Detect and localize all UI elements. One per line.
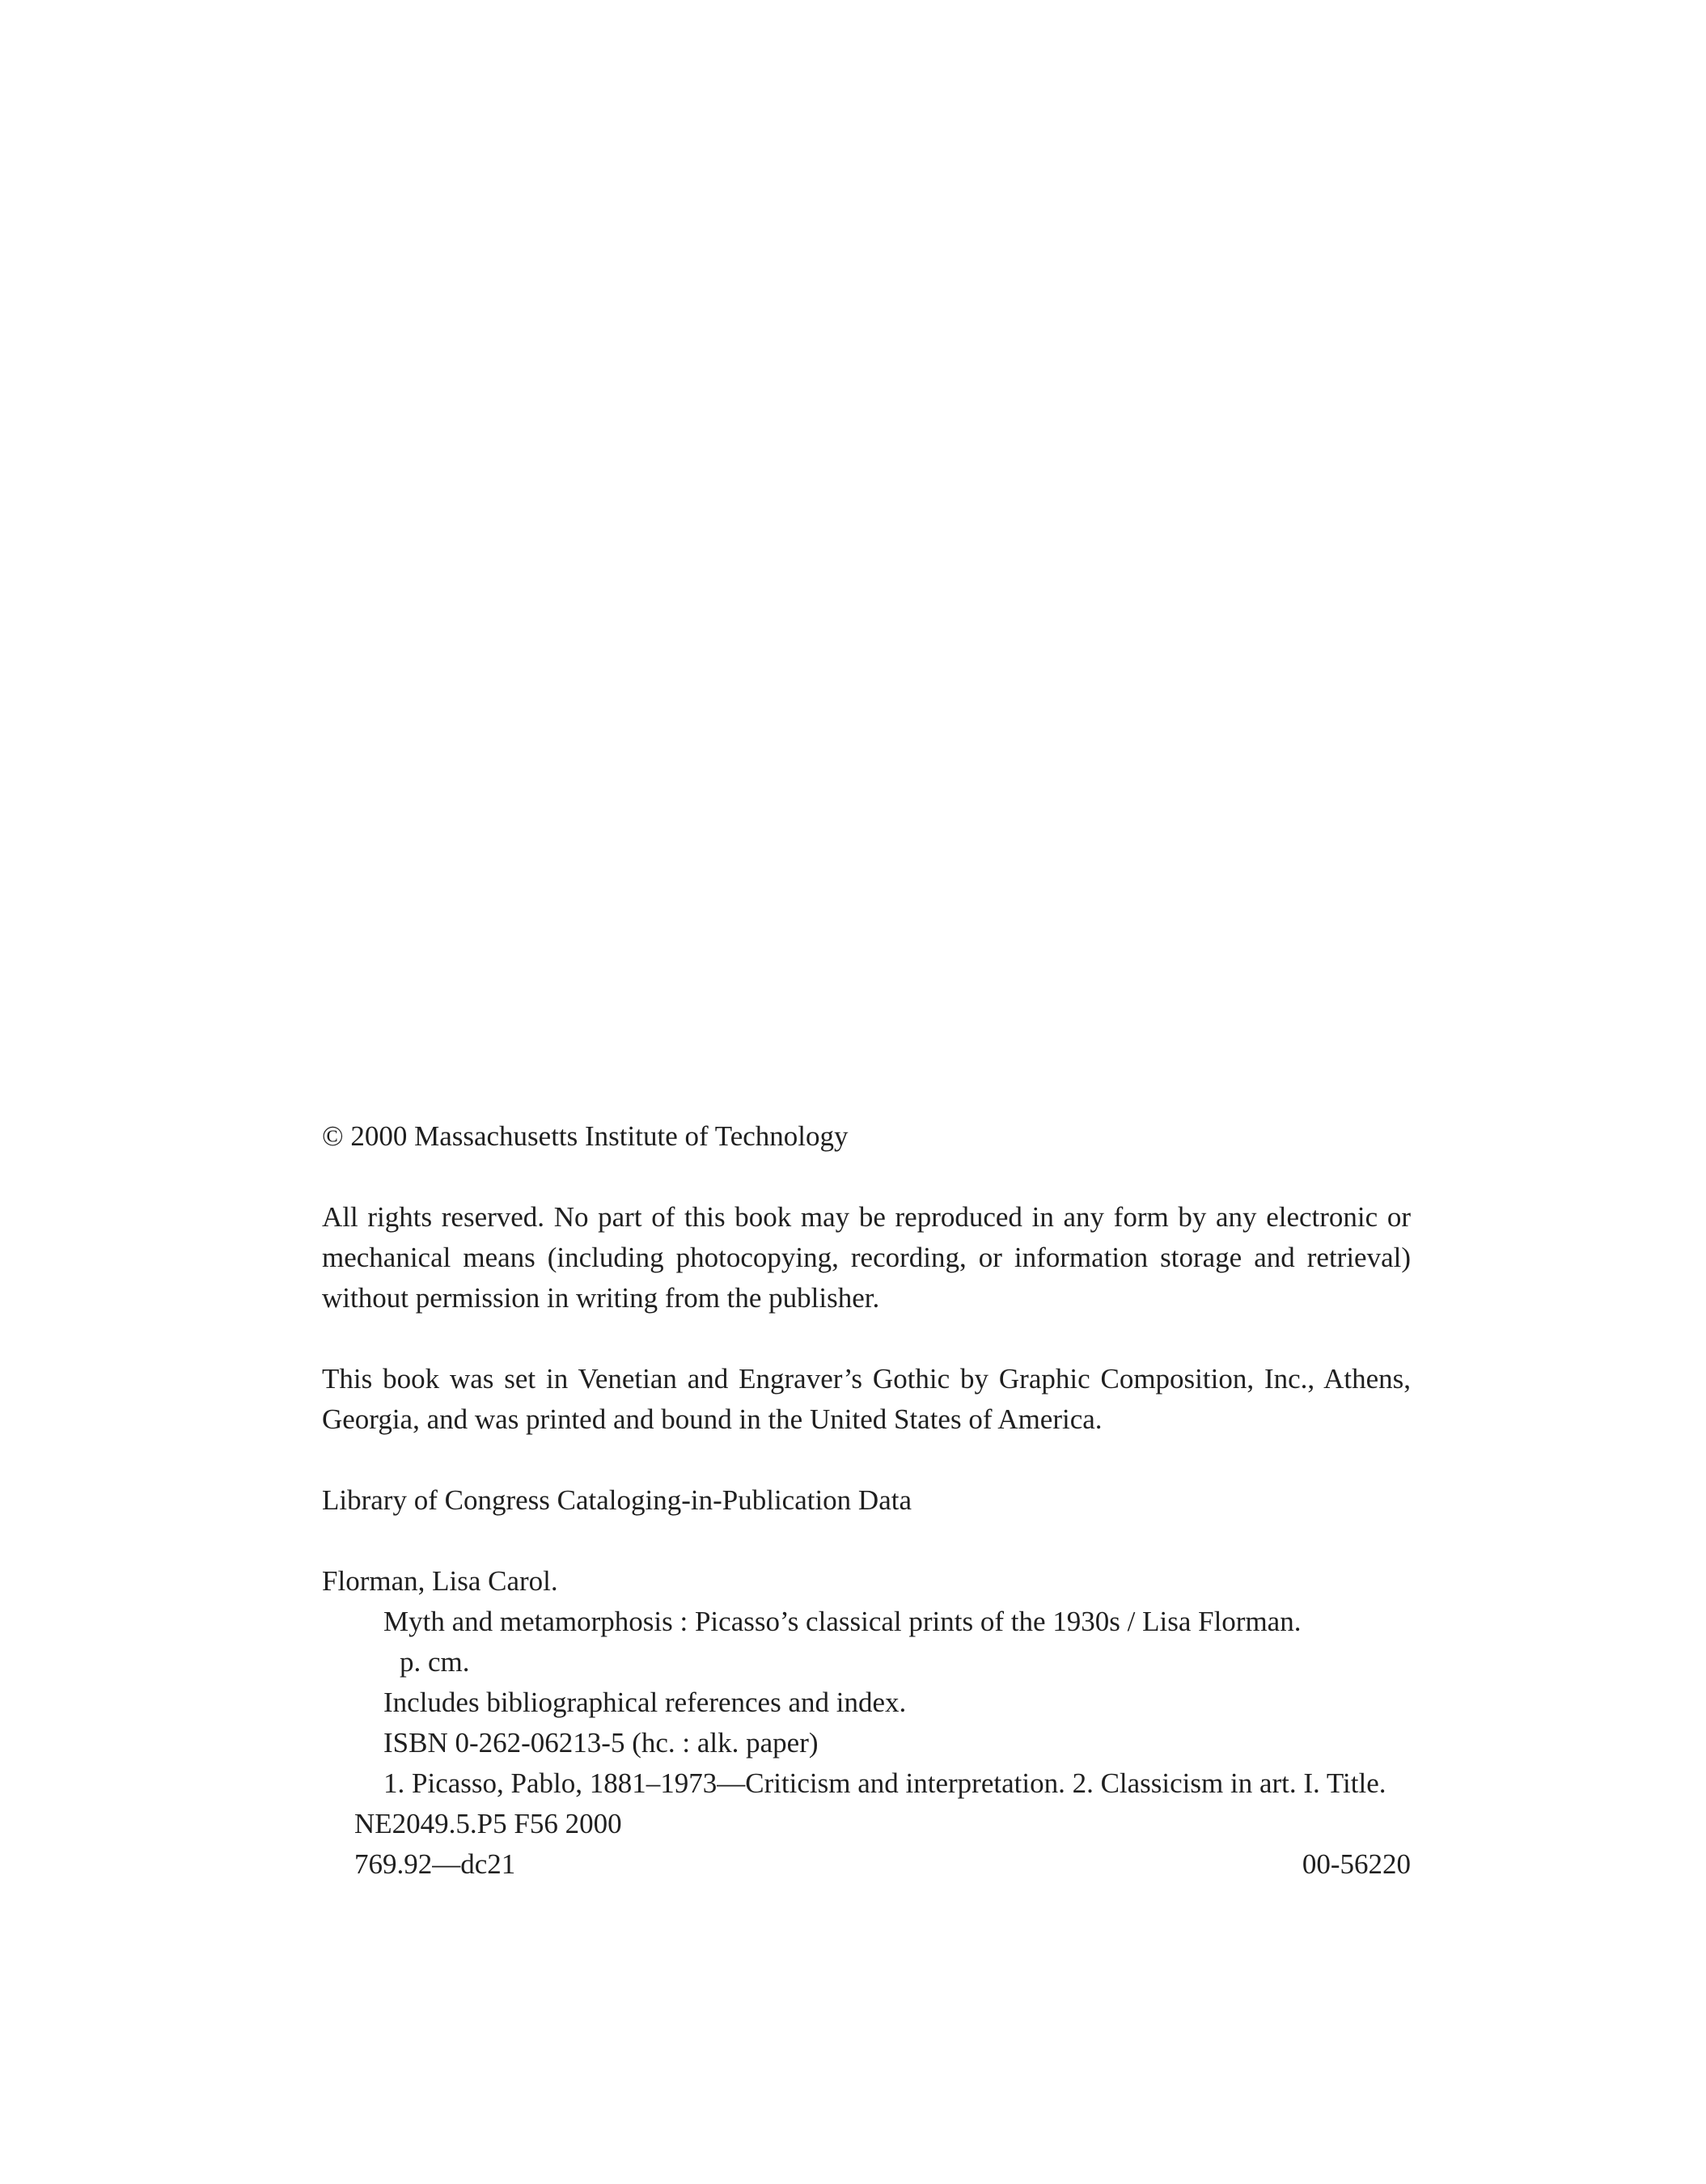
rights-paragraph: All rights reserved. No part of this book may be reproduced in any form by any electronic or mechanical means (including photocopying, recording, or information storage and retrieval) without permission in writing from the publisher. [322, 1201, 1411, 1314]
spacer [322, 1157, 1411, 1197]
cip-author: Florman, Lisa Carol. [322, 1565, 558, 1597]
spacer [322, 1440, 1411, 1480]
cip-lc-call-number: NE2049.5.P5 F56 2000 [354, 1808, 622, 1839]
cip-notes: Includes bibliographical references and index. [383, 1687, 907, 1718]
spacer [322, 1521, 1411, 1561]
production-paragraph: This book was set in Venetian and Engraver’s Gothic by Graphic Composition, Inc., Athens, Georgia, and was printed and bound in the United States of America. [322, 1363, 1411, 1435]
cip-title-line: Myth and metamorphosis : Picasso’s classical prints of the 1930s / Lisa Florman. [383, 1606, 1302, 1637]
cip-subjects: 1. Picasso, Pablo, 1881–1973—Criticism and interpretation. 2. Classicism in art. I. Title. [383, 1767, 1386, 1799]
copyright-page-block [322, 1116, 1411, 1885]
cip-record [322, 1561, 1411, 1885]
cip-classification-row [322, 1844, 1411, 1885]
cip-isbn: ISBN 0-262-06213-5 (hc. : alk. paper) [383, 1727, 819, 1759]
cip-heading: Library of Congress Cataloging-in-Publication Data [322, 1484, 912, 1516]
cip-dewey-number: 769.92—dc21 [354, 1848, 516, 1880]
cip-lccn: 00-56220 [1302, 1848, 1411, 1880]
cip-physical: p. cm. [400, 1646, 470, 1678]
copyright-line: © 2000 Massachusetts Institute of Technology [322, 1120, 849, 1152]
spacer [322, 1318, 1411, 1359]
